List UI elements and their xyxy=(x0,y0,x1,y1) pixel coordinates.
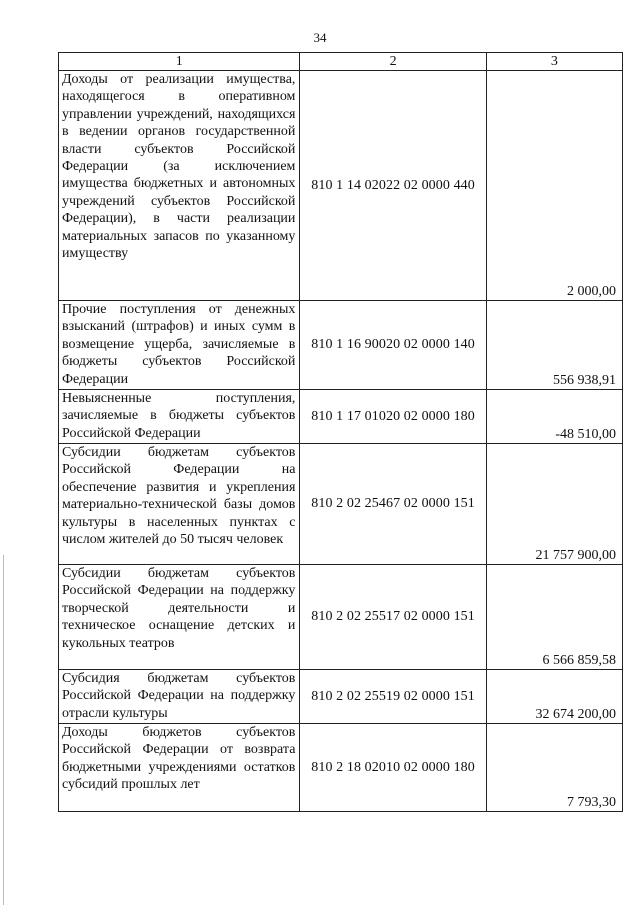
table-row xyxy=(59,71,623,301)
table-row xyxy=(59,444,623,565)
row-amount: 21 757 900,00 xyxy=(486,444,622,565)
row-description: Прочие поступления от денежных взысканий (штрафов) и иных сумм в возмещение ущерба, зачисляемые в бюджеты субъектов Российской Федерации xyxy=(59,301,300,390)
row-description: Доходы от реализации имущества, находящегося в оперативном управлении учреждений, находящихся в ведении органов государственной власти субъектов Российской Федерации (за исключением имущества бюджетных и автономных учреждений субъектов Российской Федерации), в части реализации материальных запасов по указанному имуществу xyxy=(59,71,300,301)
table-row xyxy=(59,390,623,444)
row-amount: 556 938,91 xyxy=(486,301,622,390)
row-code: 810 2 02 25467 02 0000 151 xyxy=(300,444,486,565)
row-code: 810 2 02 25519 02 0000 151 xyxy=(300,670,486,724)
revenue-table xyxy=(58,52,623,812)
row-description: Субсидии бюджетам субъектов Российской Федерации на обеспечение развития и укрепления материально-технической базы домов культуры в населенных пунктах с числом жителей до 50 тысяч человек xyxy=(59,444,300,565)
row-code: 810 1 17 01020 02 0000 180 xyxy=(300,390,486,444)
table-row xyxy=(59,724,623,812)
row-code: 810 2 02 25517 02 0000 151 xyxy=(300,565,486,670)
row-amount: 7 793,30 xyxy=(486,724,622,812)
header-col-2: 2 xyxy=(300,53,486,71)
table-row xyxy=(59,670,623,724)
row-description: Субсидия бюджетам субъектов Российской Федерации на поддержку отрасли культуры xyxy=(59,670,300,724)
row-code: 810 1 14 02022 02 0000 440 xyxy=(300,71,486,301)
row-amount: 2 000,00 xyxy=(486,71,622,301)
header-col-3: 3 xyxy=(486,53,622,71)
header-col-1: 1 xyxy=(59,53,300,71)
row-description: Невыясненные поступления, зачисляемые в бюджеты субъектов Российской Федерации xyxy=(59,390,300,444)
row-amount: 6 566 859,58 xyxy=(486,565,622,670)
table-row xyxy=(59,565,623,670)
row-amount: 32 674 200,00 xyxy=(486,670,622,724)
row-code: 810 2 18 02010 02 0000 180 xyxy=(300,724,486,812)
row-description: Доходы бюджетов субъектов Российской Федерации от возврата бюджетными учреждениями остатков субсидий прошлых лет xyxy=(59,724,300,812)
row-description: Субсидии бюджетам субъектов Российской Федерации на поддержку творческой деятельности и техническое оснащение детских и кукольных театров xyxy=(59,565,300,670)
table-row xyxy=(59,301,623,390)
scan-margin-line xyxy=(3,555,4,905)
row-code: 810 1 16 90020 02 0000 140 xyxy=(300,301,486,390)
page-number: 34 xyxy=(313,30,327,45)
row-amount: -48 510,00 xyxy=(486,390,622,444)
table-header-row xyxy=(59,53,623,71)
